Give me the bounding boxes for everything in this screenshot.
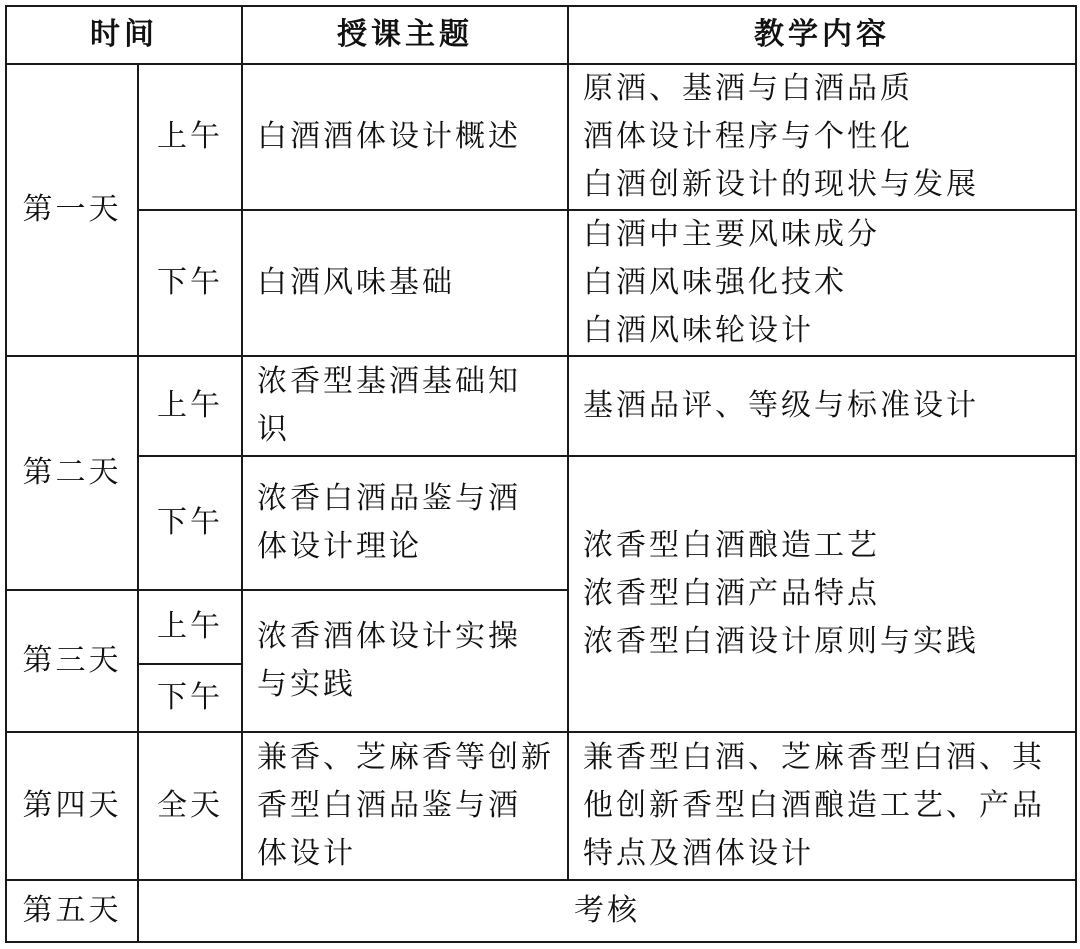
period-label: 下午 bbox=[138, 456, 242, 590]
topic-line: 浓香酒体设计实操 bbox=[257, 619, 521, 654]
period-label: 上午 bbox=[138, 64, 242, 210]
content-cell bbox=[568, 356, 1076, 456]
content-line: 酒体设计程序与个性化 bbox=[583, 119, 913, 154]
header-row bbox=[6, 6, 1076, 64]
content-line: 浓香型白酒酿造工艺 bbox=[583, 528, 880, 563]
table-row bbox=[6, 356, 1076, 456]
assessment-cell: 考核 bbox=[138, 880, 1076, 942]
table-row bbox=[6, 732, 1076, 880]
topic-line: 识 bbox=[257, 412, 290, 447]
table-row bbox=[6, 456, 1076, 590]
content-line: 白酒风味轮设计 bbox=[583, 313, 814, 348]
period-label: 全天 bbox=[138, 732, 242, 880]
content-line: 白酒中主要风味成分 bbox=[583, 217, 880, 252]
content-line: 兼香型白酒、芝麻香型白酒、其 bbox=[583, 740, 1045, 775]
topic-cell bbox=[242, 732, 568, 880]
topic-cell bbox=[242, 590, 568, 732]
topic-line: 与实践 bbox=[257, 667, 356, 702]
content-line: 浓香型白酒设计原则与实践 bbox=[583, 624, 979, 659]
topic-cell: 白酒风味基础 bbox=[242, 210, 568, 356]
content-line: 特点及酒体设计 bbox=[583, 836, 814, 871]
content-line: 原酒、基酒与白酒品质 bbox=[583, 71, 913, 106]
content-line: 基酒品评、等级与标准设计 bbox=[583, 388, 979, 423]
content-cell bbox=[568, 64, 1076, 210]
day-label: 第一天 bbox=[6, 64, 138, 356]
day-label: 第四天 bbox=[6, 732, 138, 880]
content-line: 白酒创新设计的现状与发展 bbox=[583, 167, 979, 202]
period-label: 上午 bbox=[138, 356, 242, 456]
content-cell bbox=[568, 732, 1076, 880]
day-label: 第五天 bbox=[6, 880, 138, 942]
table-row bbox=[6, 64, 1076, 210]
topic-cell bbox=[242, 456, 568, 590]
content-line: 浓香型白酒产品特点 bbox=[583, 576, 880, 611]
topic-cell: 白酒酒体设计概述 bbox=[242, 64, 568, 210]
header-time: 时间 bbox=[6, 6, 242, 64]
header-content: 教学内容 bbox=[568, 6, 1076, 64]
topic-line: 香型白酒品鉴与酒 bbox=[257, 788, 521, 823]
day-label: 第二天 bbox=[6, 356, 138, 590]
table-row bbox=[6, 880, 1076, 942]
content-cell bbox=[568, 456, 1076, 732]
course-schedule-table bbox=[5, 5, 1077, 943]
period-label: 上午 bbox=[138, 590, 242, 664]
topic-cell bbox=[242, 356, 568, 456]
table-row bbox=[6, 210, 1076, 356]
content-line: 他创新香型白酒酿造工艺、产品 bbox=[583, 788, 1045, 823]
period-label: 下午 bbox=[138, 210, 242, 356]
topic-line: 体设计理论 bbox=[257, 529, 422, 564]
topic-line: 浓香型基酒基础知 bbox=[257, 364, 521, 399]
topic-line: 体设计 bbox=[257, 836, 356, 871]
period-label: 下午 bbox=[138, 664, 242, 732]
topic-line: 兼香、芝麻香等创新 bbox=[257, 740, 554, 775]
header-topic: 授课主题 bbox=[242, 6, 568, 64]
content-line: 白酒风味强化技术 bbox=[583, 265, 847, 300]
schedule-sheet bbox=[5, 5, 1075, 943]
day-label: 第三天 bbox=[6, 590, 138, 732]
topic-line: 浓香白酒品鉴与酒 bbox=[257, 481, 521, 516]
content-cell bbox=[568, 210, 1076, 356]
